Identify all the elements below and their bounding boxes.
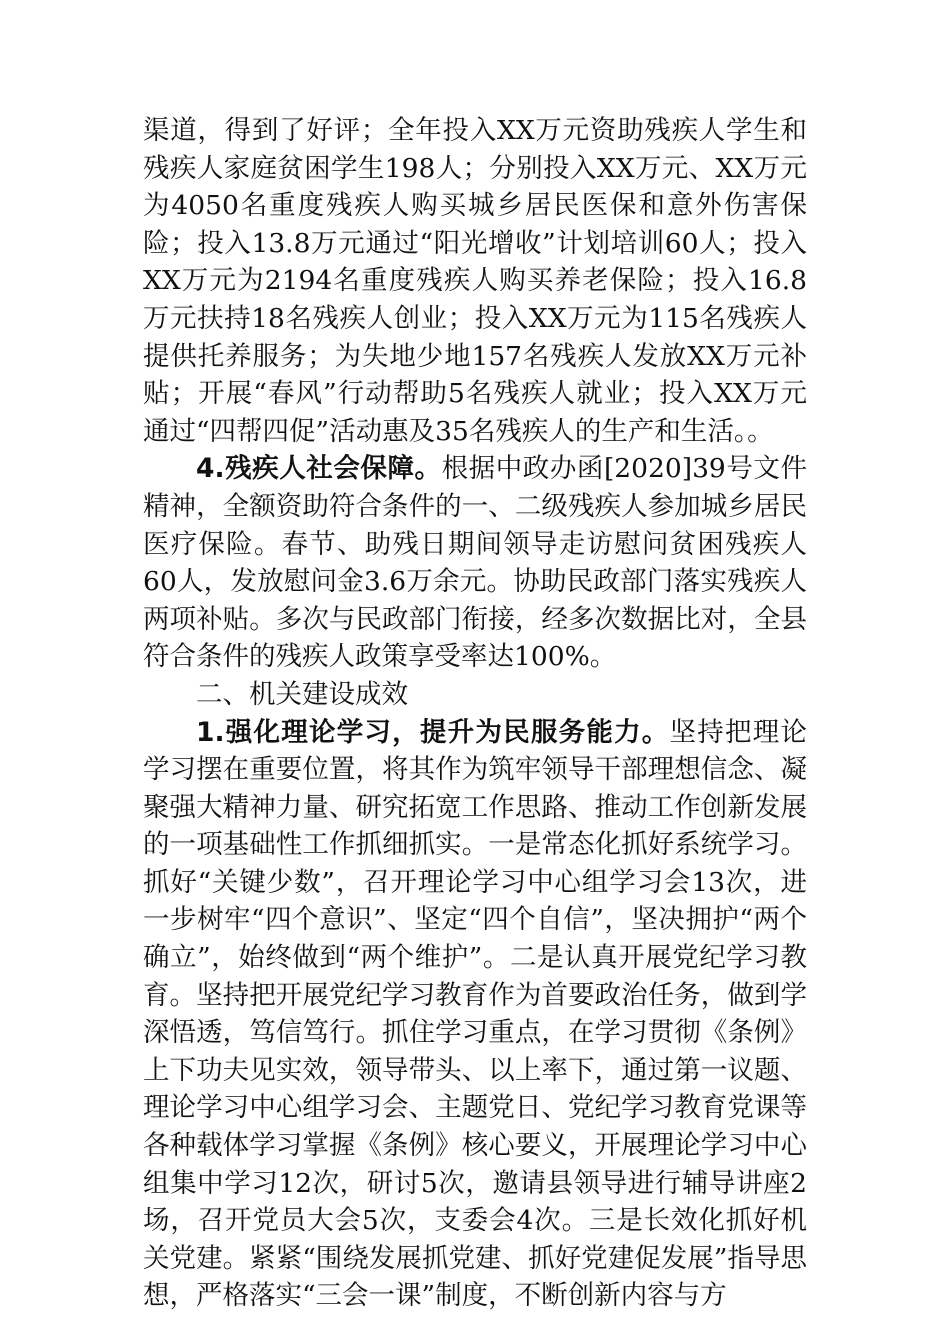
paragraph-body: 根据中政办函[2020]39号文件精神，全额资助符合条件的一、二级残疾人参加城乡居民医疗保险。春节、助残日期间领导走访慰问贫困残疾人60人，发放慰问金3.6万余元。协助民政部门落实残疾人两项补贴。多次与民政部门衔接，经多次数据比对，全县符合条件的残疾人政策享受率达100%。 [143, 453, 807, 673]
paragraph-continued: 渠道，得到了好评；全年投入XX万元资助残疾人学生和残疾人家庭贫困学生198人；分别投入XX万元、XX万元为4050名重度残疾人购买城乡居民医保和意外伤害保险；投入13.8万元通过“阳光增收”计划培训60人；投入XX万元为2194名重度残疾人购买养老保险；投入16.8万元扶持18名残疾人创业；投入XX万元为115名残疾人提供托养服务；为失地少地157名残疾人发放XX万元补贴；开展“春风”行动帮助5名残疾人就业；投入XX万元通过“四帮四促”活动惠及35名残疾人的生产和生活。。 [143, 115, 807, 447]
paragraph-disability-security [143, 450, 807, 676]
section-heading: 二、机关建设成效 [196, 678, 408, 710]
document-page [143, 112, 807, 1315]
paragraph-heading: 4.残疾人社会保障。 [196, 453, 442, 485]
paragraph-body: 坚持把理论学习摆在重要位置，将其作为筑牢领导干部理想信念、凝聚强大精神力量、研究拓宽工作思路、推动工作创新发展的一项基础性工作抓细抓实。一是常态化抓好系统学习。抓好“关键少数”，召开理论学习中心组学习会13次，进一步树牢“四个意识”、坚定“四个自信”，坚决拥护“两个确立”，始终做到“两个维护”。二是认真开展党纪学习教育。坚持把开展党纪学习教育作为首要政治任务，做到学深悟透，笃信笃行。抓住学习重点，在学习贯彻《条例》上下功夫见实效，领导带头、以上率下，通过第一议题、理论学习中心组学习会、主题党日、党纪学习教育党课等各种载体学习掌握《条例》核心要义，开展理论学习中心组集中学习12次，研讨5次，邀请县领导进行辅导讲座2场，召开党员大会5次，支委会4次。三是长效化抓好机关党建。紧紧“围绕发展抓党建、抓好党建促发展”指导思想，严格落实“三会一课”制度，不断创新内容与方 [143, 716, 807, 1312]
paragraph-theory-study [143, 714, 807, 1316]
paragraph-heading: 1.强化理论学习，提升为民服务能力。 [196, 716, 670, 748]
